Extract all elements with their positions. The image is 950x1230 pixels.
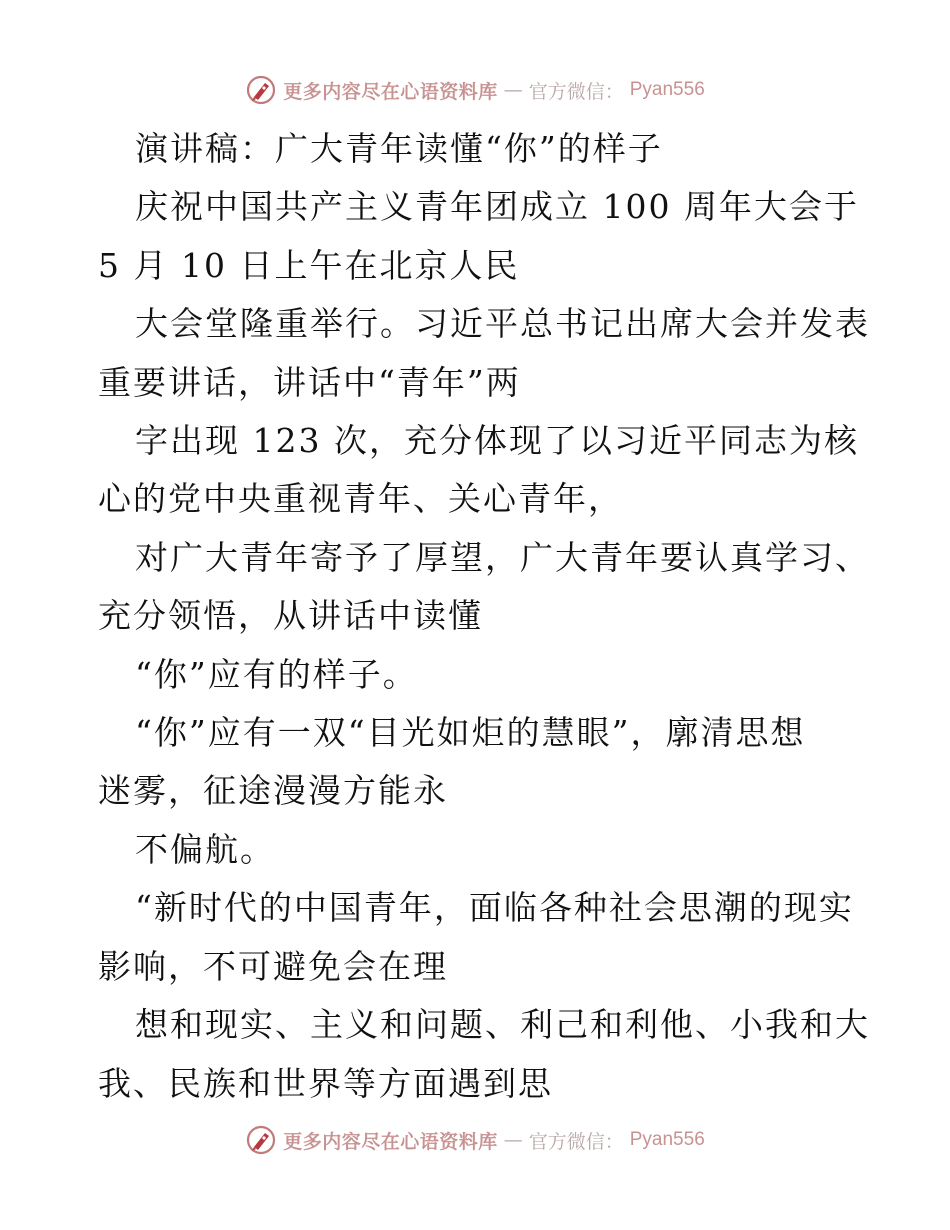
banner-wechat-id: Pyan556	[629, 79, 705, 100]
document-title: 演讲稿：广大青年读懂“你”的样子	[135, 129, 663, 168]
paragraph-line: 对广大青年寄予了厚望，广大青年要认真学习、	[135, 537, 870, 577]
pen-nib-seal-icon	[245, 1124, 277, 1156]
paragraph-line: 大会堂隆重举行。习近平总书记出席大会并发表	[135, 304, 870, 344]
banner-dash: —	[503, 1129, 523, 1151]
paragraph-line: 影响，不可避免会在理	[98, 946, 448, 986]
banner-site-text: 更多内容尽在心语资料库	[283, 1130, 498, 1153]
paragraph-line: 不偏航。	[135, 829, 275, 869]
banner-wechat-label: 官方微信：	[528, 1130, 624, 1153]
header-banner	[0, 72, 950, 108]
document-body	[98, 120, 870, 1113]
paragraph-line: 心的党中央重视青年、关心青年，	[98, 479, 623, 519]
paragraph-line: 充分领悟，从讲话中读懂	[98, 596, 483, 636]
paragraph-line: “新时代的中国青年，面临各种社会思潮的现实	[135, 888, 854, 928]
banner-site-text: 更多内容尽在心语资料库	[283, 80, 498, 103]
paragraph-line: 迷雾，征途漫漫方能永	[98, 771, 448, 811]
paragraph-line: 5 月 10 日上午在北京人民	[98, 245, 520, 285]
paragraph-line: 字出现 123 次，充分体现了以习近平同志为核	[135, 421, 859, 461]
paragraph-line: “你”应有一双“目光如炬的慧眼”，廓清思想	[135, 713, 806, 753]
banner-wechat-id: Pyan556	[629, 1129, 705, 1150]
paragraph-line: 重要讲话，讲话中“青年”两	[98, 362, 521, 402]
paragraph-line: 我、民族和世界等方面遇到思	[98, 1063, 553, 1103]
paragraph-line: 庆祝中国共产主义青年团成立 100 周年大会于	[135, 187, 859, 227]
footer-banner	[0, 1122, 950, 1158]
paragraph-line: “你”应有的样子。	[135, 654, 418, 694]
pen-nib-seal-icon	[245, 74, 277, 106]
banner-wechat-label: 官方微信：	[528, 80, 624, 103]
paragraph-line: 想和现实、主义和问题、利己和利他、小我和大	[135, 1005, 870, 1045]
banner-dash: —	[503, 79, 523, 101]
